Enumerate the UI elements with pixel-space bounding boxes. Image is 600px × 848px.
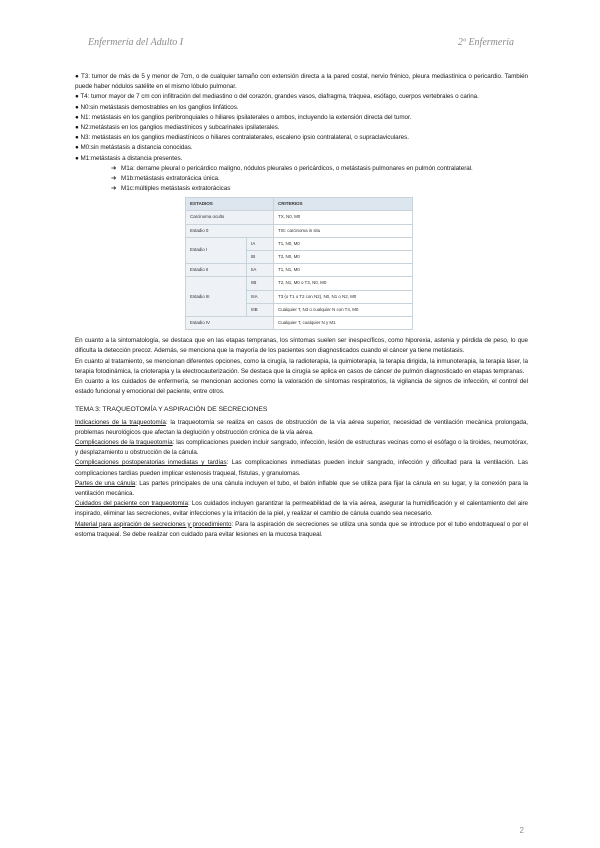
section-postop-complications xyxy=(75,458,528,478)
section-label: Cuidados del paciente con traqueotomía xyxy=(75,500,188,508)
section-text: : Las partes principales de una cánula incluyen el tubo, el balón inflable que se utiliza para fijar la cánula en su lugar, y la conexión para la ventilación mecánica. xyxy=(75,479,529,497)
section-label: Complicaciones postoperatorias inmediatas y tardías xyxy=(75,459,227,467)
section-complications xyxy=(75,438,528,458)
section-indications xyxy=(75,418,528,438)
table-row xyxy=(186,211,413,224)
criteria-cell: T1, N1, M0 xyxy=(274,264,413,277)
section-text: : las complicaciones pueden incluir sangrado, infección, lesión de estructuras vecinas como el esófago o la tiroides, neumotórax, y desplazamiento u obstrucción de la cánula. xyxy=(75,438,528,457)
section-text: : Los cuidados incluyen garantizar la permeabilidad de la vía aérea, asegurar la humidificación y el calentamiento del aire inspirado, eliminar las secreciones, evitar infecciones y la irritación de la piel, y realizar el cambio de cánula cuando sea necesario. xyxy=(75,500,529,518)
section-text: : Para la aspiración de secreciones se utiliza una sonda que se introduce por el tubo endotraqueal o por el estoma traqueal. Se debe realizar con cuidado para evitar lesiones en la mucosa traqueal. xyxy=(75,520,528,538)
arrow-right-icon: ➔ xyxy=(111,164,117,172)
section-cannula-parts xyxy=(75,479,528,499)
page-content xyxy=(75,72,528,540)
sub-bullet-m1c xyxy=(75,184,528,194)
page-number: 2 xyxy=(519,826,524,835)
table-row xyxy=(186,237,413,250)
section-patient-care xyxy=(75,499,528,519)
substage-cell: IA xyxy=(247,237,274,250)
sub-bullet-text: M1b:metástasis extratorácica única. xyxy=(121,175,220,183)
sub-bullet-m1b xyxy=(75,174,528,184)
substage-cell: IIB xyxy=(247,277,274,290)
stage-cell: Estadio II xyxy=(186,264,247,277)
bullet-n3: ● N3: metástasis en los ganglios mediastínicos o hiliares contralaterales, escaleno ipsio contralateral, o supraclaviculares. xyxy=(75,134,409,142)
substage-cell: IIA xyxy=(247,264,274,277)
criteria-cell: T2, N0, M0 xyxy=(274,251,413,264)
bullet-m0: ● M0:sin metástasis a distancia conocidas. xyxy=(75,144,193,152)
paragraph-treatment: En cuanto al tratamiento, se mencionan diferentes opciones, como la cirugía, la radioterapia, la quimioterapia, la terapia dirigida, la inmunoterapia, la terapia láser, la terapia fotodinámica, la crioterapia y la electrocauterización. Se destaca que la cirugía se aplica en casos de cáncer de pulmón diagnosticado en etapas tempranas. xyxy=(75,357,528,375)
substage-cell: IIIB xyxy=(247,303,274,316)
bullet-n2: ● N2:metástasis en los ganglios mediastínicos y subcarinales ipsilaterales. xyxy=(75,124,280,132)
stage-cell: Estadio I xyxy=(186,237,247,263)
table-row xyxy=(186,224,413,237)
header-course-year: 2º Enfermería xyxy=(457,37,514,48)
paragraph-nursing-care: En cuanto a los cuidados de enfermería, se mencionan acciones como la valoración de síntomas respiratorios, la vigilancia de signos de infección, el control del estado funcional y emocional del paciente, entre otros. xyxy=(75,377,528,396)
section-label: Indicaciones de la traqueotomía xyxy=(75,418,166,426)
criteria-cell: TIS: carcinoma in situ xyxy=(274,224,413,237)
section-label: Partes de una cánula xyxy=(75,479,136,487)
table-row xyxy=(186,316,413,329)
criteria-cell: Cualquier T, N3 o cualquier N con T4, M0 xyxy=(274,303,413,316)
header-criteria: CRITERIOS xyxy=(274,198,413,211)
paragraph-symptoms: En cuanto a la sintomatología, se destaca que en las etapas tempranas, los síntomas suelen ser inespecíficos, como hiporexia, astenia y pérdida de peso, lo que dificulta la detección precoz. Además, se menciona que la mayoría de los pacientes son diagnosticados cuando el cáncer ya tiene metástasis. xyxy=(75,337,528,355)
header-stages: ESTADIOS xyxy=(186,198,274,211)
bullet-n0: ● N0:sin metástasis demostrables en los ganglios linfáticos. xyxy=(75,103,239,111)
arrow-right-icon: ➔ xyxy=(111,185,117,193)
bullet-m1: ● M1:metástasis a distancia presentes. xyxy=(75,154,183,162)
criteria-cell: T3 (o T1 o T2 con N2), N0, N1 o N2, M0 xyxy=(274,290,413,303)
criteria-cell: TX, N0, M0 xyxy=(274,211,413,224)
criteria-cell: T2, N1, M0 o T3, N0, M0 xyxy=(274,277,413,290)
section-heading: TEMA 3: TRAQUEOTOMÍA Y ASPIRACIÓN DE SECRECIONES xyxy=(75,406,268,414)
table-row xyxy=(186,277,413,290)
sub-bullet-m1a xyxy=(75,164,528,174)
section-text: : la traqueotomía se realiza en casos de obstrucción de la vía aérea superior, necesidad de ventilación mecánica prolongada, problemas neurológicos que afectan la deglución y obstrucción crónica de la vía aérea. xyxy=(75,418,528,436)
bullet-n1: ● N1: metástasis en los ganglios peribronquiales o hiliares ipsilaterales o ambos, incluyendo la extensión directa del tumor. xyxy=(75,113,412,121)
stage-cell: Estadio IV xyxy=(186,316,274,329)
header-course-title: Enfermería del Adulto I xyxy=(88,37,184,48)
section-text: : Las complicaciones inmediatas pueden incluir sangrado, infección y dificultad para la ventilación. Las complicaciones tardías pueden implicar estenosis traqueal, fístulas, y granulomas. xyxy=(75,459,528,477)
staging-table xyxy=(185,197,413,330)
sub-bullet-text: M1a: derrame pleural o pericárdico maligno, nódulos pleurales o pericárdicos, o metástasis pulmonares en pulmón contralateral. xyxy=(121,164,473,172)
section-label: Material para aspiración de secreciones y procedimiento xyxy=(75,520,232,528)
bullet-t3: ● T3: tumor de más de 5 y menor de 7cm, o de cualquier tamaño con extensión directa a la pared costal, nervio frénico, pleura mediastínica o pericardio. También puede haber nódulos satélite en el mismo lóbulo pulmonar. xyxy=(75,73,528,91)
bullet-t4: ● T4: tumor mayor de 7 cm con infiltración del mediastino o del corazón, grandes vasos, diafragma, tráquea, esófago, cuerpos vertebrales o carina. xyxy=(75,93,479,101)
stage-cell: Carcinoma oculto xyxy=(186,211,274,224)
sub-bullet-text: M1c:múltiples metástasis extratorácicas xyxy=(121,185,231,193)
staging-table-wrapper xyxy=(185,197,528,330)
criteria-cell: Cualquier T, cualquier N y M1 xyxy=(274,316,413,329)
substage-cell: IB xyxy=(247,251,274,264)
table-header-row xyxy=(186,198,413,211)
substage-cell: IIIA xyxy=(247,290,274,303)
section-suction-material xyxy=(75,520,528,540)
stage-cell: Estadio III xyxy=(186,277,247,317)
arrow-right-icon: ➔ xyxy=(111,175,117,183)
table-row xyxy=(186,264,413,277)
stage-cell: Estadio 0 xyxy=(186,224,274,237)
criteria-cell: T1, N0, M0 xyxy=(274,237,413,250)
section-label: Complicaciones de la traqueotomía xyxy=(75,438,173,446)
